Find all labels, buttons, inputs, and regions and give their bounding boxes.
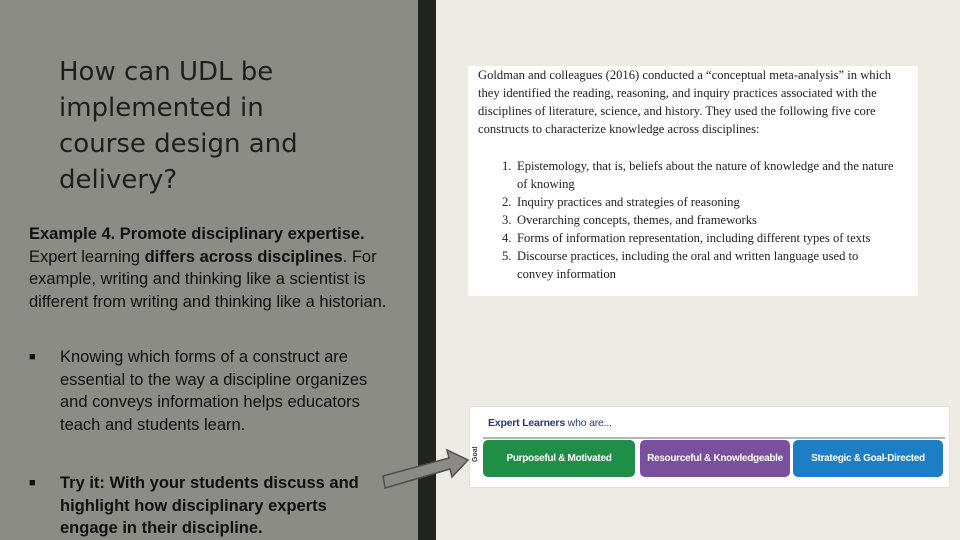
example-text-2: . For example, writing and thinking like a scientist is different from writing and thinking like a historian. xyxy=(29,247,387,311)
bullet-item xyxy=(29,346,389,436)
bullet-text: Try it: With your students discuss and highlight how disciplinary experts engage in their discipline. xyxy=(60,474,359,537)
list-number: 1. xyxy=(502,159,512,173)
udl-goal-title-bold: Expert Learners xyxy=(488,417,565,429)
list-item-text: Discourse practices, including the oral and written language used to convey information xyxy=(517,249,859,281)
quote-paragraph: Goldman and colleagues (2016) conducted a “conceptual meta-analysis” in which they identified the reading, reasoning, and inquiry practices associated with the disciplines of literature, science, and history. They used the following five core constructs to characterize knowledge across disciplines: xyxy=(478,68,891,136)
quote-excerpt-image xyxy=(468,66,918,296)
list-item-text: Forms of information representation, including different types of texts xyxy=(517,231,871,245)
example-paragraph xyxy=(29,223,414,313)
goal-side-label: Goal xyxy=(472,446,479,462)
list-item xyxy=(478,157,896,193)
udl-goal-graphic xyxy=(469,406,950,488)
list-number: 4. xyxy=(502,231,512,245)
list-item xyxy=(478,211,896,229)
udl-goal-header xyxy=(483,415,945,439)
list-number: 3. xyxy=(502,213,512,227)
list-number: 5. xyxy=(502,249,512,263)
udl-goal-title-rest: who are... xyxy=(564,417,612,429)
list-item xyxy=(478,229,896,247)
udl-goal-title xyxy=(488,417,612,429)
example-emphasis: differs across disciplines xyxy=(144,247,343,266)
bullet-marker-icon: ■ xyxy=(29,351,36,363)
divider-bar xyxy=(418,0,436,540)
goal-pill-resourceful: Resourceful & Knowledgeable xyxy=(640,440,790,477)
goal-pill-purposeful: Purposeful & Motivated xyxy=(483,440,635,477)
list-number: 2. xyxy=(502,195,512,209)
list-item xyxy=(478,247,896,283)
bullet-text: Knowing which forms of a construct are essential to the way a discipline organizes and conveys information helps educators teach and students learn. xyxy=(60,348,368,434)
bullet-marker-icon: ■ xyxy=(29,477,36,489)
bullet-item xyxy=(29,472,389,540)
goal-pill-strategic: Strategic & Goal-Directed xyxy=(793,440,943,477)
example-text-1: Expert learning xyxy=(29,247,145,266)
list-item-text: Inquiry practices and strategies of reasoning xyxy=(517,195,740,209)
slide-title: How can UDL be implemented in course design and delivery? xyxy=(59,57,298,195)
constructs-list xyxy=(478,157,896,283)
list-item xyxy=(478,193,896,211)
list-item-text: Overarching concepts, themes, and frameworks xyxy=(517,213,757,227)
example-heading: Example 4. Promote disciplinary expertise. xyxy=(29,225,365,243)
list-item-text: Epistemology, that is, beliefs about the nature of knowledge and the nature of knowing xyxy=(517,159,894,191)
